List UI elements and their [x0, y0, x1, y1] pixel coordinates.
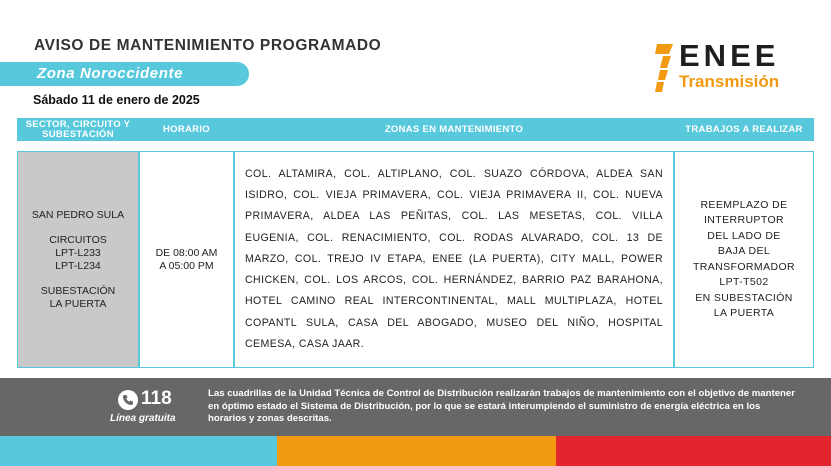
table-header [17, 118, 814, 141]
sector-cell [17, 151, 139, 368]
circuits-label: CIRCUITOS [49, 233, 107, 246]
works-line: BAJA DEL [717, 245, 771, 257]
city-label: SAN PEDRO SULA [31, 208, 125, 221]
column-header-works: TRABAJOS A REALIZAR [685, 123, 803, 135]
substation-name: LA PUERTA [49, 297, 107, 310]
works-cell [674, 151, 814, 368]
phone-number[interactable]: 118 [141, 388, 172, 409]
schedule-start: DE 08:00 AM [155, 246, 218, 259]
works-line: TRANSFORMADOR [692, 260, 796, 273]
column-header-sector: SECTOR, CIRCUITO Y SUBESTACIÓN [25, 118, 131, 140]
zone-label: Zona Noroccidente [37, 65, 184, 82]
bottom-bar-blue [0, 436, 277, 466]
zone-banner [0, 62, 249, 86]
enee-logo [655, 38, 815, 97]
bottom-bar-red [556, 436, 831, 466]
works-line: DEL LADO DE [707, 229, 781, 242]
schedule-end: A 05:00 PM [159, 259, 214, 272]
zones-cell [234, 151, 674, 368]
works-line: INTERRUPTOR [703, 214, 785, 226]
footer-notice: Las cuadrillas de la Unidad Técnica de Control de Distribución realizarán trabajos de mantenimiento con el objetivo de mantener en óptimo estado el Sistema de Distribución, por lo que se estará interumpiendo el suministro de energía eléctrica en los horarios y zonas descritas. [208, 388, 795, 424]
enee-logo-icon [655, 44, 673, 92]
works-line: EN SUBESTACIÓN [695, 291, 793, 304]
works-line: LPT-T502 [719, 276, 769, 288]
substation-label: SUBESTACIÓN [40, 284, 116, 297]
phone-label: Línea gratuita [110, 413, 176, 424]
enee-logo-sub: Transmisión [679, 72, 780, 91]
notice-date: Sábado 11 de enero de 2025 [33, 93, 200, 107]
works-line: REEMPLAZO DE [700, 198, 788, 211]
phone-icon [118, 390, 138, 410]
bottom-bar-orange [277, 436, 556, 466]
notice-title: AVISO DE MANTENIMIENTO PROGRAMADO [34, 37, 382, 54]
column-header-schedule: HORARIO [163, 123, 210, 135]
circuit-1: LPT-L233 [55, 246, 101, 259]
circuit-2: LPT-L234 [55, 259, 101, 272]
zones-text: COL. ALTAMIRA, COL. ALTIPLANO, COL. SUAZO CÓRDOVA, ALDEA SAN ISIDRO, COL. VIEJA PRIMAVERA, COL. VIEJA PRIMAVERA II, COL. NUEVA PRIMAVERA, ALDEA LAS PEÑITAS, COL. LAS MESETAS, COL. VILLA EUGENIA, COL. RENACIMIENTO, COL. RODAS ALVARADO, COL. 13 DE MARZO, COL. TREJO IV ETAPA, ENEE (LA PUERTA), CITY MALL, POWER CHICKEN, COL. LOS ARCOS, COL. HERNÁNDEZ, BARRIO PAZ BARAHONA, HOTEL CAMINO REAL INTERCONTINENTAL, MALL MULTIPLAZA, HOTEL COPANTL SULA, CASA DEL ABOGADO, MUSEO DEL NIÑO, HOSPITAL CEMESA, CASA JAAR. [245, 168, 663, 350]
enee-logo-word: ENEE [679, 38, 780, 73]
schedule-cell [139, 151, 234, 368]
column-header-zones: ZONAS EN MANTENIMIENTO [384, 123, 524, 135]
footer-band [0, 378, 831, 436]
works-line: LA PUERTA [713, 307, 775, 319]
